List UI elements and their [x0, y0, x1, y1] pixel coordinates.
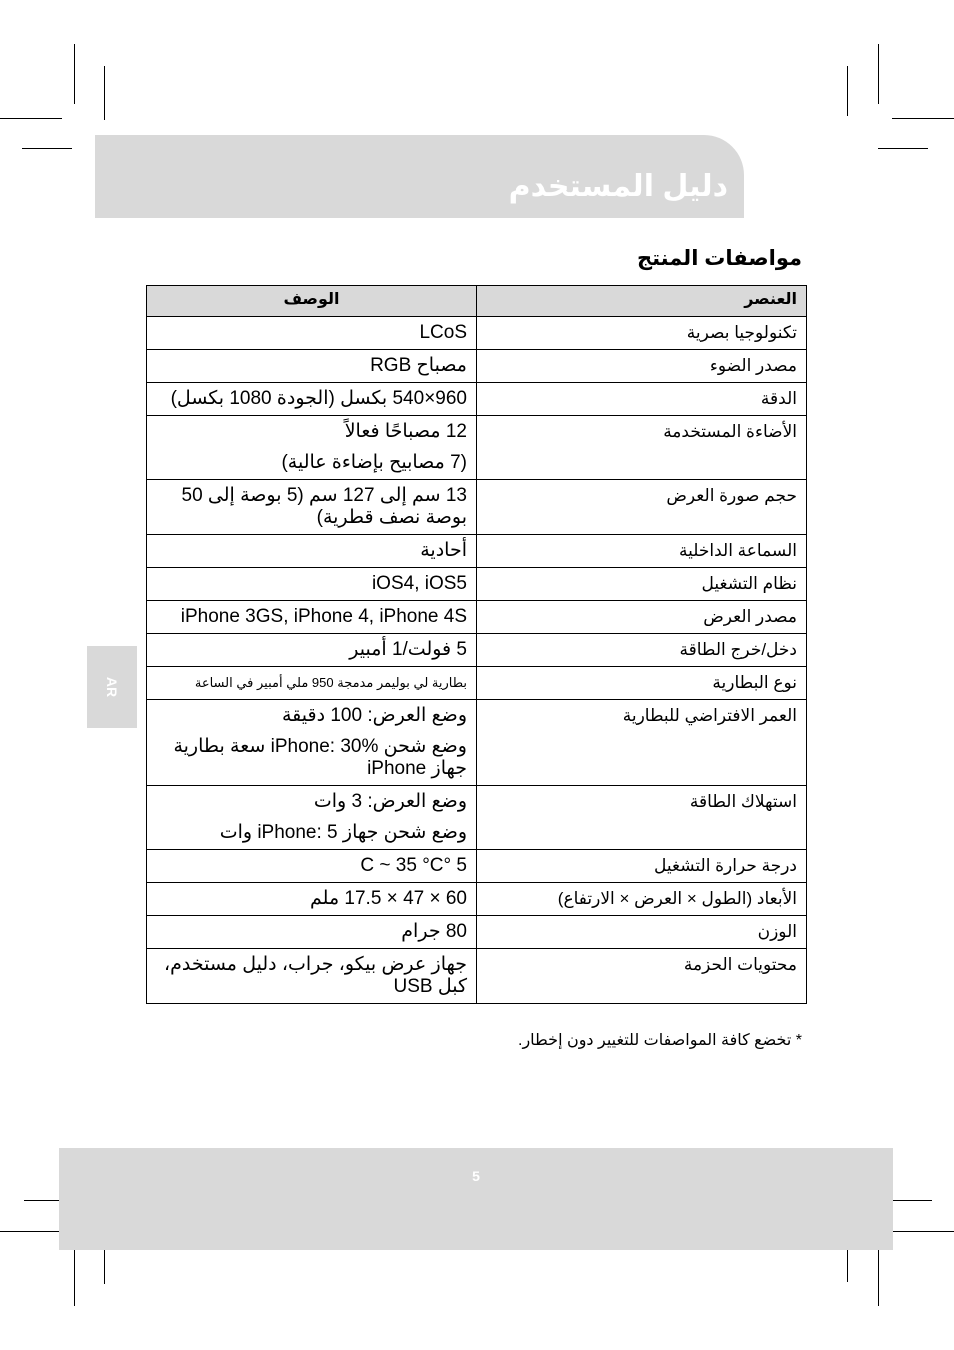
table-row [147, 535, 807, 568]
spec-item: الأضاءة المستخدمة [477, 416, 807, 480]
column-header-description: الوصف [147, 286, 477, 317]
table-row [147, 916, 807, 949]
spec-item: نظام التشغيل [477, 568, 807, 601]
column-header-item: العنصر [477, 286, 807, 317]
spec-description-line: 5 °C ~ 35 °C [360, 855, 467, 876]
spec-item: تكنولوجيا بصرية [477, 317, 807, 350]
spec-description-line: 80 جرام [401, 921, 467, 942]
table-row [147, 568, 807, 601]
crop-mark [878, 148, 928, 149]
spec-description [147, 601, 477, 634]
footer-band [59, 1148, 893, 1250]
table-row [147, 700, 807, 786]
spec-description [147, 949, 477, 1004]
crop-mark [0, 118, 62, 119]
table-row [147, 480, 807, 535]
section-title: مواصفات المنتج [636, 247, 802, 270]
spec-description [147, 883, 477, 916]
spec-item: محتويات الحزمة [477, 949, 807, 1004]
spec-description-line: أحادية [420, 540, 467, 561]
spec-description [147, 700, 477, 786]
spec-description [147, 916, 477, 949]
crop-mark [892, 1231, 954, 1232]
spec-description-line: وضع شحن iPhone: 30% سعة بطارية جهاز iPhone [173, 736, 467, 779]
crop-mark [847, 66, 848, 116]
table-row [147, 667, 807, 700]
spec-description-line: (7 مصابيح بإضاءة عالية) [281, 452, 467, 473]
page-number: 5 [472, 1168, 480, 1184]
table-row [147, 634, 807, 667]
spec-description-line: 60 × 47 × 17.5 ملم [310, 888, 467, 909]
spec-description [147, 634, 477, 667]
spec-description-line: iOS4, iOS5 [371, 573, 467, 594]
spec-description-line: جهاز عرض بيكو، جراب، دليل مستخدم، كبل USB [163, 954, 467, 997]
spec-description [147, 786, 477, 850]
crop-mark [878, 1244, 879, 1306]
table-row [147, 850, 807, 883]
table-row [147, 601, 807, 634]
spec-description-line: وضع العرض: 3 وات [313, 791, 467, 812]
spec-description [147, 350, 477, 383]
table-row [147, 416, 807, 480]
crop-mark [0, 1231, 62, 1232]
crop-mark [104, 66, 105, 120]
table-row [147, 883, 807, 916]
spec-description-line: LCoS [419, 322, 467, 343]
spec-description-line: iPhone 3GS, iPhone 4, iPhone 4S [180, 606, 467, 627]
language-tab-label: AR [104, 676, 120, 698]
spec-item: الوزن [477, 916, 807, 949]
header-title: دليل المستخدم [508, 170, 728, 203]
spec-item: دخل/خرج الطاقة [477, 634, 807, 667]
table-header-row [147, 286, 807, 317]
spec-description [147, 416, 477, 480]
spec-description [147, 850, 477, 883]
spec-description-line: 5 فولت/1 أمبير [349, 639, 467, 660]
spec-description-line: بطارية لي بوليمر مدمجة 950 ملي أمبير في الساعة [194, 675, 467, 690]
spec-description [147, 535, 477, 568]
spec-description-line: وضع العرض: 100 دقيقة [281, 705, 467, 726]
crop-mark [22, 148, 72, 149]
crop-mark [74, 1244, 75, 1306]
footnote: * تخضع كافة المواصفات للتغيير دون إخطار. [518, 1032, 802, 1049]
spec-description [147, 383, 477, 416]
spec-description [147, 667, 477, 700]
spec-description-line: 12 مصباحًا فعالاً [344, 421, 467, 442]
crop-mark [878, 44, 879, 104]
spec-item: استهلاك الطاقة [477, 786, 807, 850]
table-row [147, 350, 807, 383]
spec-description-line: 13 سم إلى 127 سم (5 بوصة إلى 50 بوصة نصف قطرية) [181, 485, 467, 528]
crop-mark [892, 118, 954, 119]
table-row [147, 317, 807, 350]
spec-description [147, 317, 477, 350]
spec-description [147, 568, 477, 601]
spec-description-line: 960×540 بكسل (الجودة 1080 بكسل) [170, 388, 467, 409]
table-row [147, 383, 807, 416]
spec-item: الأبعاد (الطول × العرض × الارتفاع) [477, 883, 807, 916]
table-row [147, 949, 807, 1004]
specifications-table [146, 285, 807, 1004]
header-band [95, 135, 744, 218]
language-tab [87, 646, 137, 728]
spec-description [147, 480, 477, 535]
spec-item: نوع البطارية [477, 667, 807, 700]
spec-item: العمر الافتراضي للبطارية [477, 700, 807, 786]
spec-item: حجم صورة العرض [477, 480, 807, 535]
table-row [147, 786, 807, 850]
spec-item: مصدر العرض [477, 601, 807, 634]
spec-item: مصدر الضوء [477, 350, 807, 383]
spec-item: درجة حرارة التشغيل [477, 850, 807, 883]
spec-description-line: وضع شحن جهاز iPhone: 5 وات [219, 822, 467, 843]
spec-description-line: مصباح RGB [370, 355, 467, 376]
spec-item: الدقة [477, 383, 807, 416]
crop-mark [74, 44, 75, 104]
spec-item: السماعة الداخلية [477, 535, 807, 568]
